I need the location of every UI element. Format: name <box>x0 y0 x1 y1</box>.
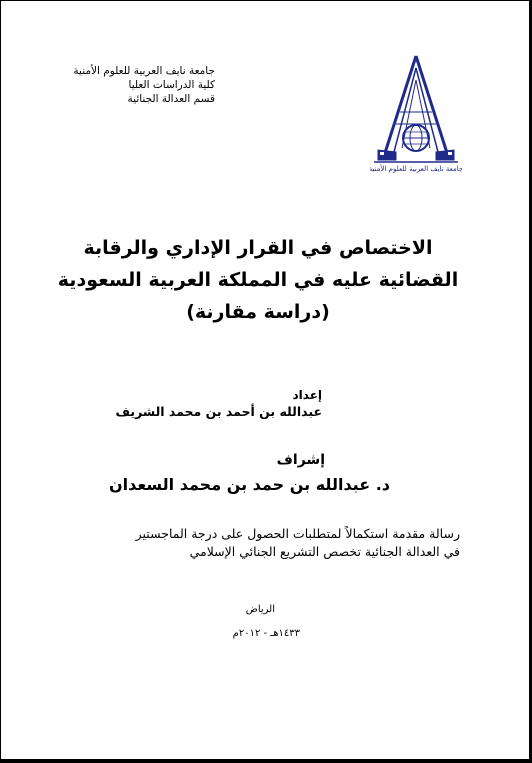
institution-header <box>50 64 215 106</box>
emblem-caption: جامعة نايف العربية للعلوم الأمنية <box>370 165 462 173</box>
title-line-1: الاختصاص في القرار الإداري والرقابة <box>83 237 433 259</box>
supervisor-name: د. عبدالله بن حمد بن محمد السعدان <box>108 475 390 494</box>
author-name: عبدالله بن أحمد بن محمد الشريف <box>115 404 322 419</box>
college-name: كلية الدراسات العليا <box>128 79 215 91</box>
place-text: الرياض <box>245 604 275 615</box>
prepared-by-label: إعداد <box>292 388 322 402</box>
title-subtitle: (دراسة مقارنة) <box>186 301 330 323</box>
supervision-label: إشراف <box>276 452 325 468</box>
thesis-purpose <box>70 525 460 561</box>
purpose-line-2: في العدالة الجنائية تخصص التشريع الجنائي الإسلامي <box>189 544 460 559</box>
purpose-line-1: رسالة مقدمة استكمالاً لمتطلبات الحصول على درجة الماجستير <box>135 526 460 541</box>
university-emblem-icon <box>370 52 462 174</box>
date-text: ١٤٣٣هـ - ٢٠١٢م <box>232 628 300 639</box>
thesis-title <box>40 232 476 328</box>
department-name: قسم العدالة الجنائية <box>127 93 215 105</box>
university-name: جامعة نايف العربية للعلوم الأمنية <box>73 65 215 77</box>
title-line-2: القضائية عليه في المملكة العربية السعودية <box>57 269 459 291</box>
page-border-bottom <box>0 759 532 763</box>
